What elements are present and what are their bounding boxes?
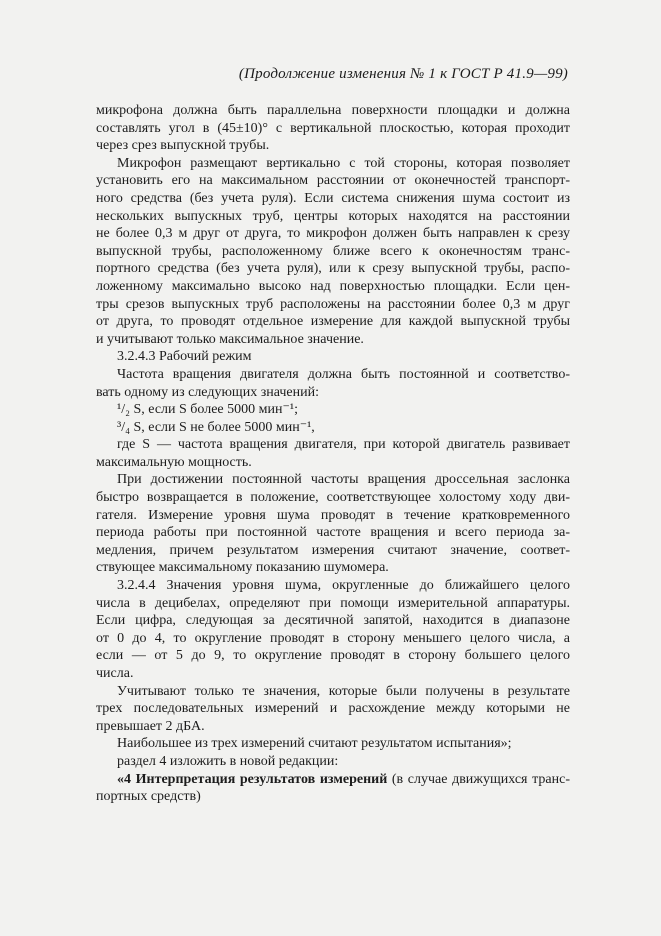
text-line: установить его на максимальном расстоянии от оконечностей транспорт- bbox=[96, 173, 570, 189]
text-line: нескольких выпускных труб, центры которых находятся на расстоянии bbox=[96, 208, 570, 224]
text-line: от друга, то проводят отдельное измерение для каждой выпускной трубы bbox=[96, 314, 570, 330]
text-line: Частота вращения двигателя должна быть постоянной и соответство- bbox=[117, 366, 570, 382]
text-line: гателя. Измерение уровня шума проводят в течение кратковременного bbox=[96, 507, 570, 523]
body-text bbox=[96, 102, 570, 806]
page-header: (Продолжение изменения № 1 к ГОСТ Р 41.9—99) bbox=[238, 66, 568, 82]
text-line: составлять угол в (45±10)° с вертикальной плоскостью, которая проходит bbox=[96, 120, 570, 136]
section-4-title: «4 Интерпретация результатов измерений bbox=[117, 771, 388, 787]
text-line: если — от 5 до 9, то округление проводят в сторону большего целого bbox=[96, 648, 570, 664]
section-4-title-rest: (в случае движущихся транс- bbox=[387, 771, 570, 787]
text-line: 3.2.4.4 Значения уровня шума, округленные до ближайшего целого bbox=[117, 578, 570, 594]
section-4-heading-line bbox=[96, 771, 570, 789]
text-line: числа в децибелах, определяют при помощи измерительной аппаратуры. bbox=[96, 595, 570, 611]
text-line: Наибольшее из трех измерений считают результатом испытания»; bbox=[117, 736, 512, 752]
text-line: ствующее максимальному показанию шумомера. bbox=[96, 560, 389, 576]
text-line: через срез выпускной трубы. bbox=[96, 138, 270, 154]
text-line: тры срезов выпускных труб расположены на расстоянии более 0,3 м друг bbox=[96, 296, 570, 312]
text-line: максимальную мощность. bbox=[96, 454, 252, 470]
text-line: выпускной трубы, расположенному ближе всего к оконечностям транс- bbox=[96, 243, 570, 259]
text-line: ³/₄ S, если S не более 5000 мин⁻¹, bbox=[117, 419, 315, 435]
text-line: превышает 2 дБА. bbox=[96, 718, 205, 734]
text-line: Если цифра, следующая за десятичной запятой, находится в диапазоне bbox=[96, 613, 570, 629]
section-4-heading-cont: портных средств) bbox=[96, 789, 201, 805]
text-line: где S — частота вращения двигателя, при которой двигатель развивает bbox=[117, 437, 570, 453]
text-line: ложенному максимально высоко над поверхностью площадки. Если цен- bbox=[96, 278, 570, 294]
text-line: раздел 4 изложить в новой редакции: bbox=[117, 753, 339, 769]
text-line: микрофона должна быть параллельна поверхности площадки и должна bbox=[96, 103, 570, 118]
text-line: Учитывают только те значения, которые были получены в результате bbox=[117, 683, 570, 699]
text-line: 3.2.4.3 Рабочий режим bbox=[117, 349, 252, 365]
text-line: ного средства (без учета руля). Если система снижения шума состоит из bbox=[96, 190, 570, 206]
text-line: вать одному из следующих значений: bbox=[96, 384, 319, 400]
text-line: портного средства (без учета руля), или к срезу выпускной трубы, распо- bbox=[96, 261, 570, 277]
text-line: трех последовательных измерений и расхождение между которыми не bbox=[96, 701, 570, 717]
text-line: и учитывают только максимальное значение. bbox=[96, 331, 364, 347]
text-line: быстро возвращается в положение, соответствующее холостому ходу дви- bbox=[96, 490, 570, 506]
text-line: Микрофон размещают вертикально с той стороны, которая позволяет bbox=[117, 155, 570, 171]
text-line: числа. bbox=[96, 666, 134, 681]
text-line: медления, причем результатом измерения считают значение, соответ- bbox=[96, 542, 570, 558]
text-line: При достижении постоянной частоты вращения дроссельная заслонка bbox=[117, 472, 570, 488]
text-line: периода работы при постоянной частоте вращения и всего периода за- bbox=[96, 525, 570, 541]
text-line: от 0 до 4, то округление проводят в сторону меньшего целого числа, а bbox=[96, 630, 570, 646]
text-line: ¹/₂ S, если S более 5000 мин⁻¹; bbox=[117, 402, 298, 418]
text-line: не более 0,3 м друг от друга, то микрофон должен быть направлен к срезу bbox=[96, 226, 570, 242]
